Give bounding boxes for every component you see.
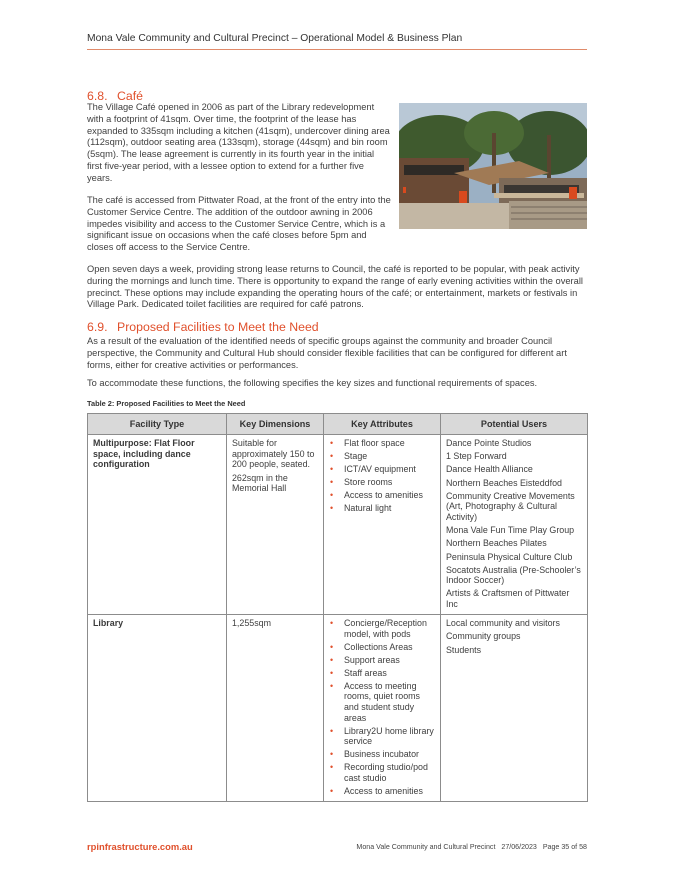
cafe-paragraph-1: The Village Café opened in 2006 as part of the Library redevelopment with a footprint of 41sqm. Over time, the footprint of the lease has expanded to 335sqm including a kitchen (41sqm), undercover dining area (112sqm), outdoor seating area (133sqm), storage (44sqm) and bin room (5sqm). The lease agreement is currently in its fourth year in the initial first five-year period, with a lessee option to extend for a further five years.	[87, 102, 390, 183]
attribute-item: • Recording studio/pod cast studio	[329, 762, 435, 783]
user-item: Northern Beaches Pilates	[446, 538, 547, 549]
footer-info	[335, 843, 587, 851]
attribute-item: • ICT/AV equipment	[329, 464, 435, 475]
user-item: Northern Beaches Eisteddfod	[446, 477, 562, 488]
table-row	[88, 435, 588, 615]
dimension-line: 1,255sqm	[232, 618, 271, 629]
facilities-table	[87, 413, 588, 802]
dimension-line: Suitable for approximately 150 to 200 people, seated.	[232, 438, 315, 470]
user-item: Community groups	[446, 631, 521, 642]
header-key-dimensions: Key Dimensions	[227, 414, 324, 435]
key-dimensions-cell	[227, 435, 324, 615]
section-heading-facilities	[87, 320, 319, 334]
footer-page-number: Page 35 of 58	[542, 843, 587, 851]
attribute-item: • Library2U home library service	[329, 726, 435, 747]
header-facility-type: Facility Type	[88, 414, 227, 435]
key-attributes-cell	[324, 435, 441, 615]
footer-website-link[interactable]: rpinfrastructure.com.au	[87, 841, 193, 852]
cafe-paragraph-2: The café is accessed from Pittwater Road, at the front of the entry into the Customer Service Centre. The addition of the outdoor awning in 2006 impedes visibility and access to the Customer Service Centre, which is a significant issue on occasions when the café closes before 5pm and closes off access to the Service Centre.	[87, 195, 391, 253]
dimension-line: 262sqm in the Memorial Hall	[232, 472, 288, 494]
attribute-item: • Store rooms	[329, 477, 435, 488]
cafe-paragraph-3: Open seven days a week, providing strong lease returns to Council, the café is reported to be popular, with peak activity during the mornings and lunch time. There is opportunity to expand the range of early evening activities within the overall precinct. These options may include expanding the operating hours of the café; or entertainment, markets or festivals in Village Park. Dedicated toilet facilities are required for café patrons.	[87, 264, 583, 310]
footer-doc-title: Mona Vale Community and Cultural Precinct	[356, 843, 496, 851]
user-item: Dance Health Alliance	[446, 464, 533, 475]
attribute-item: • Concierge/Reception model, with pods	[329, 618, 435, 639]
attribute-item: • Staff areas	[329, 668, 435, 679]
user-item: Students	[446, 644, 482, 655]
potential-users-cell	[441, 435, 588, 615]
attribute-item: • Support areas	[329, 655, 435, 666]
user-item: Local community and visitors	[446, 618, 560, 629]
section-number: 6.8.	[87, 89, 108, 103]
attribute-item: • Access to amenities	[329, 786, 435, 797]
user-item: Community Creative Movements (Art, Photography & Cultural Activity)	[446, 490, 575, 522]
attribute-item: • Natural light	[329, 503, 435, 514]
header-key-attributes: Key Attributes	[324, 414, 441, 435]
header-rule	[87, 49, 587, 50]
user-item: Mona Vale Fun Time Play Group	[446, 525, 575, 536]
section-heading-cafe	[87, 89, 143, 103]
running-header: Mona Vale Community and Cultural Precinct – Operational Model & Business Plan	[87, 33, 463, 44]
section-title: Proposed Facilities to Meet the Need	[117, 320, 319, 334]
potential-users-cell	[441, 615, 588, 801]
key-dimensions-cell	[227, 615, 324, 801]
table-row	[88, 615, 588, 801]
facilities-paragraph-2: To accommodate these functions, the following specifies the key sizes and functional requirements of spaces.	[87, 378, 538, 388]
user-item: Dance Pointe Studios	[446, 438, 532, 448]
key-attributes-cell	[324, 615, 441, 801]
user-item: 1 Step Forward	[446, 451, 507, 462]
user-item: Socatots Australia (Pre-Schooler’s Indoor Soccer)	[446, 564, 581, 586]
section-title: Café	[117, 89, 143, 103]
table-header-row	[88, 414, 588, 435]
facility-type-cell: Library	[88, 615, 227, 801]
cafe-photo-illustration	[399, 103, 587, 229]
attribute-item: • Flat floor space	[329, 438, 435, 449]
user-item: Artists & Craftsmen of Pittwater Inc	[446, 588, 570, 610]
facilities-paragraph-1: As a result of the evaluation of the identified needs of specific groups against the community and broader Council perspective, the Community and Cultural Hub should consider flexible facilities that can be configured for different art forms, either for creative activities or performances.	[87, 336, 567, 370]
attribute-item: • Collections Areas	[329, 642, 435, 653]
attribute-item: • Stage	[329, 451, 435, 462]
section-number: 6.9.	[87, 320, 108, 334]
footer-date: 27/06/2023	[501, 843, 537, 851]
attribute-item: • Access to amenities	[329, 490, 435, 501]
attribute-item: • Business incubator	[329, 749, 435, 760]
header-potential-users: Potential Users	[441, 414, 588, 435]
facility-type-cell: Multipurpose: Flat Floor space, including dance configuration	[88, 435, 227, 615]
cafe-photo	[399, 103, 587, 229]
user-item: Peninsula Physical Culture Club	[446, 551, 573, 562]
table-caption: Table 2: Proposed Facilities to Meet the Need	[87, 399, 246, 408]
attribute-item: • Access to meeting rooms, quiet rooms and student study areas	[329, 681, 435, 723]
